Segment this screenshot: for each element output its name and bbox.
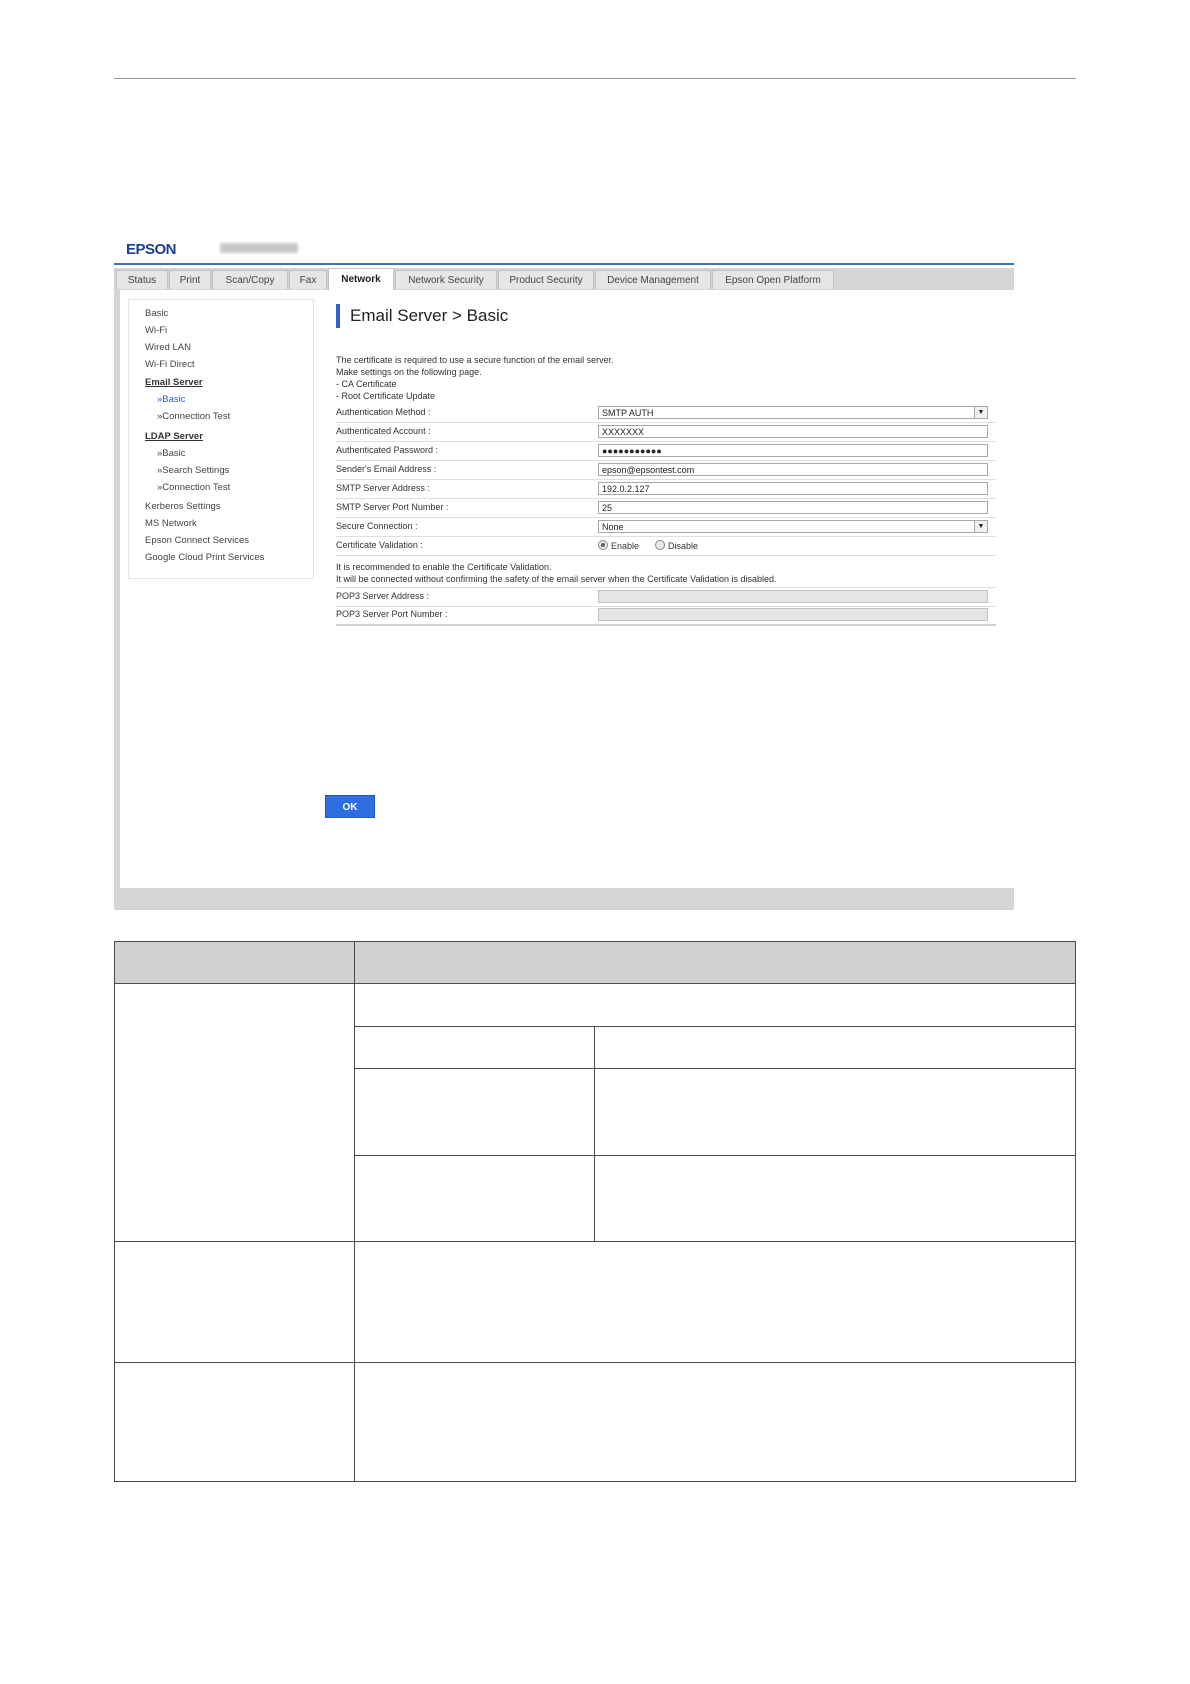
intro-line-3: - CA Certificate bbox=[336, 379, 397, 389]
table-line bbox=[114, 941, 1076, 942]
disable-label: Disable bbox=[668, 541, 699, 551]
row-smtp-port bbox=[336, 499, 996, 518]
table-header-row bbox=[114, 941, 1076, 983]
row-cert-validation bbox=[336, 537, 996, 556]
tab-device-management[interactable]: Device Management bbox=[595, 270, 711, 289]
sidebar-section-email-server[interactable]: Email Server bbox=[145, 377, 203, 388]
smtp-address-label: SMTP Server Address : bbox=[336, 483, 430, 493]
cert-validation-label: Certificate Validation : bbox=[336, 540, 423, 550]
sender-email-label: Sender's Email Address : bbox=[336, 464, 437, 474]
row-sender-email bbox=[336, 461, 996, 480]
auth-account-label: Authenticated Account : bbox=[336, 426, 431, 436]
pop3-address-input[interactable] bbox=[598, 590, 988, 603]
radio-selected-icon bbox=[598, 540, 608, 550]
tab-scan-copy[interactable]: Scan/Copy bbox=[212, 270, 288, 289]
page-title: Email Server > Basic bbox=[350, 306, 509, 325]
cert-note-line-2: It will be connected without confirming the safety of the email server when the Certificate Validation is disabled. bbox=[336, 574, 777, 584]
web-config-screenshot bbox=[114, 234, 1014, 910]
sidebar-item-ms-network[interactable]: MS Network bbox=[145, 518, 197, 529]
intro-line-4: - Root Certificate Update bbox=[336, 391, 436, 401]
frame-bottom bbox=[114, 888, 1014, 910]
tab-network-security[interactable]: Network Security bbox=[395, 270, 497, 289]
table-line bbox=[114, 1362, 1076, 1363]
sidebar-item-ldap-basic[interactable]: »Basic bbox=[157, 448, 186, 459]
auth-password-input[interactable]: ●●●●●●●●●●● bbox=[598, 444, 988, 457]
enable-label: Enable bbox=[611, 541, 640, 551]
table-line bbox=[354, 941, 355, 1482]
tab-product-security[interactable]: Product Security bbox=[498, 270, 594, 289]
sidebar-item-wifi[interactable]: Wi-Fi bbox=[145, 325, 168, 336]
sidebar-item-ldap-search-settings[interactable]: »Search Settings bbox=[157, 465, 230, 476]
pop3-port-label: POP3 Server Port Number : bbox=[336, 609, 448, 619]
tab-fax[interactable]: Fax bbox=[289, 270, 327, 289]
intro-line-1: The certificate is required to use a secure function of the email server. bbox=[336, 355, 614, 365]
cert-validation-disable-radio[interactable] bbox=[655, 540, 698, 551]
auth-method-label: Authentication Method : bbox=[336, 407, 431, 417]
smtp-port-label: SMTP Server Port Number : bbox=[336, 502, 449, 512]
cert-note-line-1: It is recommended to enable the Certificate Validation. bbox=[336, 562, 552, 572]
pop3-port-input[interactable] bbox=[598, 608, 988, 621]
model-name-blurred bbox=[220, 243, 298, 253]
table-line bbox=[594, 1026, 595, 1241]
settings-description-table bbox=[114, 941, 1076, 1482]
auth-method-value: SMTP AUTH bbox=[602, 408, 654, 418]
sender-email-input[interactable]: epson@epsontest.com bbox=[598, 463, 988, 476]
sidebar-item-email-connection-test[interactable]: »Connection Test bbox=[157, 411, 231, 422]
sidebar-item-google-cloud-print[interactable]: Google Cloud Print Services bbox=[145, 552, 265, 563]
intro-line-2: Make settings on the following page. bbox=[336, 367, 482, 377]
table-line bbox=[114, 1241, 1076, 1242]
radio-unselected-icon bbox=[655, 540, 665, 550]
main-tabs bbox=[114, 268, 1014, 290]
network-sidebar bbox=[128, 299, 314, 579]
sidebar-item-email-basic[interactable]: »Basic bbox=[157, 394, 186, 405]
auth-account-input[interactable]: XXXXXXX bbox=[598, 425, 988, 438]
smtp-port-input[interactable]: 25 bbox=[598, 501, 988, 514]
row-auth-method bbox=[336, 404, 996, 423]
row-auth-account bbox=[336, 423, 996, 442]
epson-logo: EPSON bbox=[126, 241, 177, 258]
tab-network[interactable]: Network bbox=[328, 268, 394, 290]
pop3-address-label: POP3 Server Address : bbox=[336, 591, 430, 601]
chevron-down-icon[interactable]: ▼ bbox=[974, 521, 987, 532]
table-line bbox=[354, 1026, 1076, 1027]
heading-accent bbox=[336, 304, 340, 328]
tab-status[interactable]: Status bbox=[116, 270, 168, 289]
secure-connection-select[interactable] bbox=[598, 520, 988, 533]
sidebar-item-basic[interactable]: Basic bbox=[145, 308, 169, 319]
brand-bar bbox=[114, 234, 1014, 266]
auth-password-label: Authenticated Password : bbox=[336, 445, 439, 455]
secure-connection-label: Secure Connection : bbox=[336, 521, 418, 531]
table-line bbox=[354, 1155, 1076, 1156]
sidebar-item-wifi-direct[interactable]: Wi-Fi Direct bbox=[145, 359, 195, 370]
smtp-address-input[interactable]: 192.0.2.127 bbox=[598, 482, 988, 495]
table-line bbox=[1075, 941, 1076, 1482]
frame-left bbox=[114, 290, 120, 910]
table-line bbox=[114, 1481, 1076, 1482]
cert-validation-enable-radio[interactable] bbox=[598, 540, 639, 551]
ok-button[interactable]: OK bbox=[325, 795, 375, 818]
tab-epson-open-platform[interactable]: Epson Open Platform bbox=[712, 270, 834, 289]
sidebar-item-kerberos[interactable]: Kerberos Settings bbox=[145, 501, 221, 512]
sidebar-item-ldap-connection-test[interactable]: »Connection Test bbox=[157, 482, 231, 493]
row-pop3-address bbox=[336, 587, 996, 607]
table-line bbox=[114, 941, 115, 1482]
row-smtp-address bbox=[336, 480, 996, 499]
sidebar-item-epson-connect[interactable]: Epson Connect Services bbox=[145, 535, 250, 546]
brand-divider bbox=[114, 263, 1014, 265]
chevron-down-icon[interactable]: ▼ bbox=[974, 407, 987, 418]
table-line bbox=[354, 1068, 1076, 1069]
row-auth-password bbox=[336, 442, 996, 461]
page-top-rule bbox=[114, 78, 1076, 79]
tab-print[interactable]: Print bbox=[169, 270, 211, 289]
sidebar-item-wired-lan[interactable]: Wired LAN bbox=[145, 342, 191, 353]
row-secure-connection bbox=[336, 518, 996, 537]
row-pop3-port bbox=[336, 606, 996, 626]
table-line bbox=[114, 983, 1076, 984]
sidebar-section-ldap-server[interactable]: LDAP Server bbox=[145, 431, 203, 442]
auth-method-select[interactable] bbox=[598, 406, 988, 419]
secure-connection-value: None bbox=[602, 522, 624, 532]
